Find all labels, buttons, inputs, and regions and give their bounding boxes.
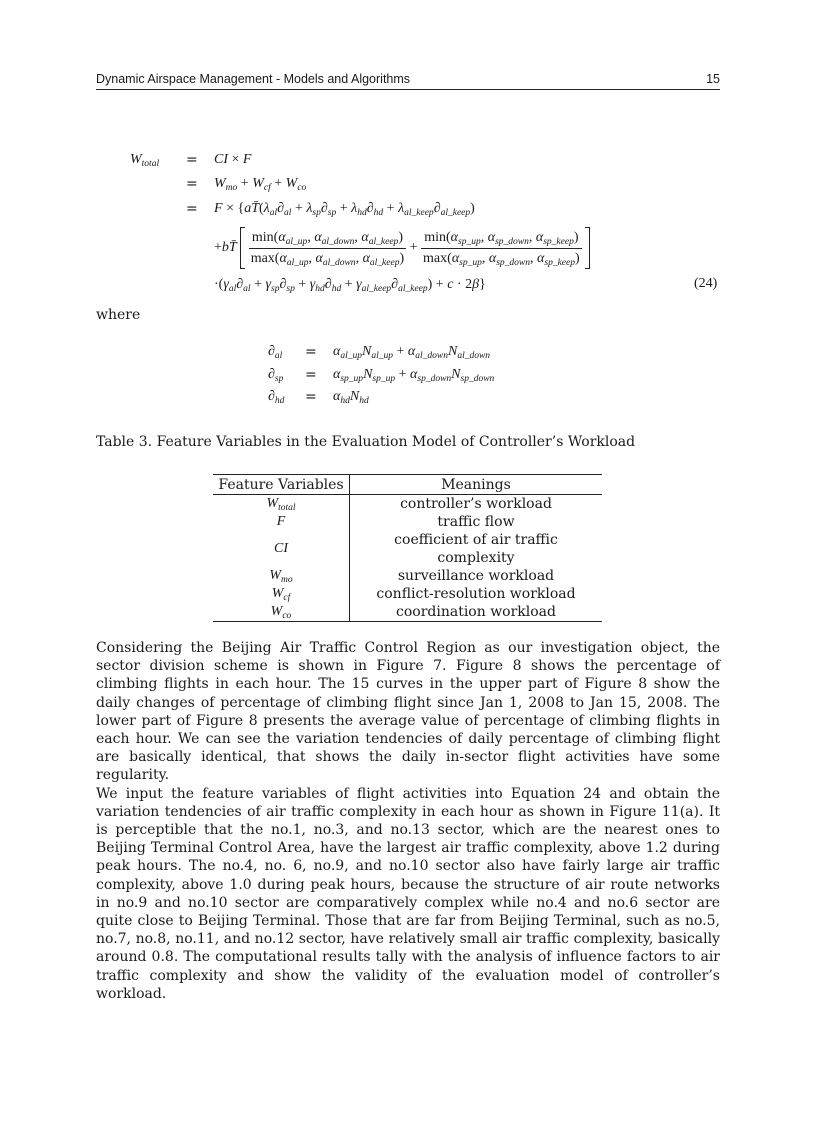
table-row <box>213 585 602 603</box>
eq-rel-3: = <box>186 201 198 217</box>
def-al-rhs: $\alpha_{al\_up}N_{al\_up} + \alpha_{al\_down}N_{al\_down}$ <box>333 344 491 361</box>
variable-ci: CI <box>213 531 350 567</box>
table-row <box>213 531 602 567</box>
paragraph-2: We input the feature variables of flight activities into Equation 24 and obtain the variation tendencies of air traffic complexity in each hour as shown in Figure 11(a). It is perceptible that the no.1, no.3, and no.13 sector, which are the nearest ones to Beijing Terminal Control Area, have the largest air traffic complexity, above 1.2 during peak hours. The no.4, no. 6, no.9, and no.10 sector also have fairly large air traffic complexity, above 1.0 during peak hours, because the structure of air route networks in no.9 and no.10 sector are comparatively complex while no.4 and no.6 sector are quite close to Beijing Terminal. Those that are far from Beijing Terminal, such as no.5, no.7, no.8, no.11, and no.12 sector, have relatively small air traffic complexity, basically around 0.8. The computational results tally with the analysis of influence factors to air traffic complexity and show the validity of the evaluation model of controller’s workload. <box>96 785 720 1002</box>
equation-number: (24) <box>694 276 718 291</box>
eq-line-2: $W_{mo} + W_{cf} + W_{co}$ <box>214 176 307 193</box>
meaning-cell: surveillance workload <box>397 568 555 584</box>
table-row <box>213 495 602 514</box>
meaning-cell: controller’s workload <box>400 496 552 512</box>
meaning-cell: coordination workload <box>350 603 603 622</box>
def-sp-rhs: $\alpha_{sp\_up}N_{sp\_up} + \alpha_{sp\_down}N_{sp\_down}$ <box>333 367 495 384</box>
eq-line-4: +bT̄ $\frac{\min(\alpha_{al\_up}, \alpha_{al\_down}, \alpha_{al\_keep})}{\max(\alpha_{al\_up}, \alpha_{al\_down}, \alpha_{al\_keep})}$ + $\frac{\min(\alpha_{sp\_up}, \alpha_{sp\_down}, \alpha_{sp\_keep})}{\max(\alpha_{sp\_up}, \alpha_{sp\_down}, \alpha_{sp\_keep})}$ <box>214 227 590 269</box>
running-title: Dynamic Airspace Management - Models and Algorithms <box>96 72 411 86</box>
body-text <box>96 639 720 1003</box>
eq-line-5: $\cdot(\gamma_{al}\partial_{al} + \gamma_{sp}\partial_{sp} + \gamma_{hd}\partial_{hd} + \gamma_{al\_keep}\partial_{al\_keep}) + c \cdot 2\beta$} <box>214 277 486 294</box>
def-al-lhs: $\partial_{al}$ <box>268 344 283 361</box>
right-bracket <box>585 227 590 269</box>
def-hd-lhs: $\partial_{hd}$ <box>268 389 285 406</box>
eq-rel-2: = <box>186 176 198 192</box>
table-caption: Table 3. Feature Variables in the Evaluation Model of Controller’s Workload <box>96 434 636 450</box>
def-al-rel: = <box>305 344 317 360</box>
variable-w-mo: $W_{mo}$ <box>213 567 350 585</box>
def-sp-rel: = <box>305 367 317 383</box>
left-bracket <box>240 227 245 269</box>
column-header-variables: Feature Variables <box>213 475 350 495</box>
table-row <box>213 513 602 531</box>
variable-w-cf: $W_{cf}$ <box>213 585 350 603</box>
eq-line-1: CI × F <box>214 152 252 167</box>
meaning-cell: conflict-resolution workload <box>376 586 576 602</box>
def-hd-rhs: $\alpha_{hd}N_{hd}$ <box>333 389 369 406</box>
variable-w-co: $W_{co}$ <box>213 603 350 622</box>
fraction-sp: $\frac{\min(\alpha_{sp\_up}, \alpha_{sp\_down}, \alpha_{sp\_keep})}{\max(\alpha_{sp\_up}, \alpha_{sp\_down}, \alpha_{sp\_keep})}$ <box>423 229 580 268</box>
eq-rel-1: = <box>186 152 198 168</box>
meaning-cell: traffic flow <box>437 514 515 530</box>
eq-line-3: $F \times \{aT̄(\lambda_{al}\partial_{al} + \lambda_{sp}\partial_{sp} + \lambda_{hd}\partial_{hd} + \lambda_{al\_keep}\partial_{al\_keep})$ <box>214 201 475 218</box>
def-sp-lhs: $\partial_{sp}$ <box>268 367 284 384</box>
variable-w-total: $W_{total}$ <box>213 495 350 514</box>
feature-variables-table <box>213 474 602 622</box>
column-header-meanings: Meanings <box>350 475 603 495</box>
page-number: 15 <box>706 72 720 86</box>
eq-lhs: $W_{total}$ <box>130 152 160 169</box>
fraction-al: $\frac{\min(\alpha_{al\_up}, \alpha_{al\_down}, \alpha_{al\_keep})}{\max(\alpha_{al\_up}, \alpha_{al\_down}, \alpha_{al\_keep})}$ <box>250 229 405 268</box>
paragraph-1: Considering the Beijing Air Traffic Control Region as our investigation object, the sector division scheme is shown in Figure 7. Figure 8 shows the percentage of climbing flights in each hour. The 15 curves in the upper part of Figure 8 show the daily changes of percentage of climbing flight since Jan 1, 2008 to Jan 15, 2008. The lower part of Figure 8 presents the average value of percentage of climbing flights in each hour. We can see the variation tendencies of daily percentage of climbing flight are basically identical, that shows the daily in-sector flight activities have some regularity. <box>96 640 720 784</box>
def-hd-rel: = <box>305 389 317 405</box>
table-row <box>213 603 602 622</box>
page-header <box>96 71 720 90</box>
where-label: where <box>96 307 141 323</box>
variable-f: F <box>213 513 350 531</box>
meaning-cell: coefficient of air traffic complexity <box>394 532 558 566</box>
table-row <box>213 567 602 585</box>
